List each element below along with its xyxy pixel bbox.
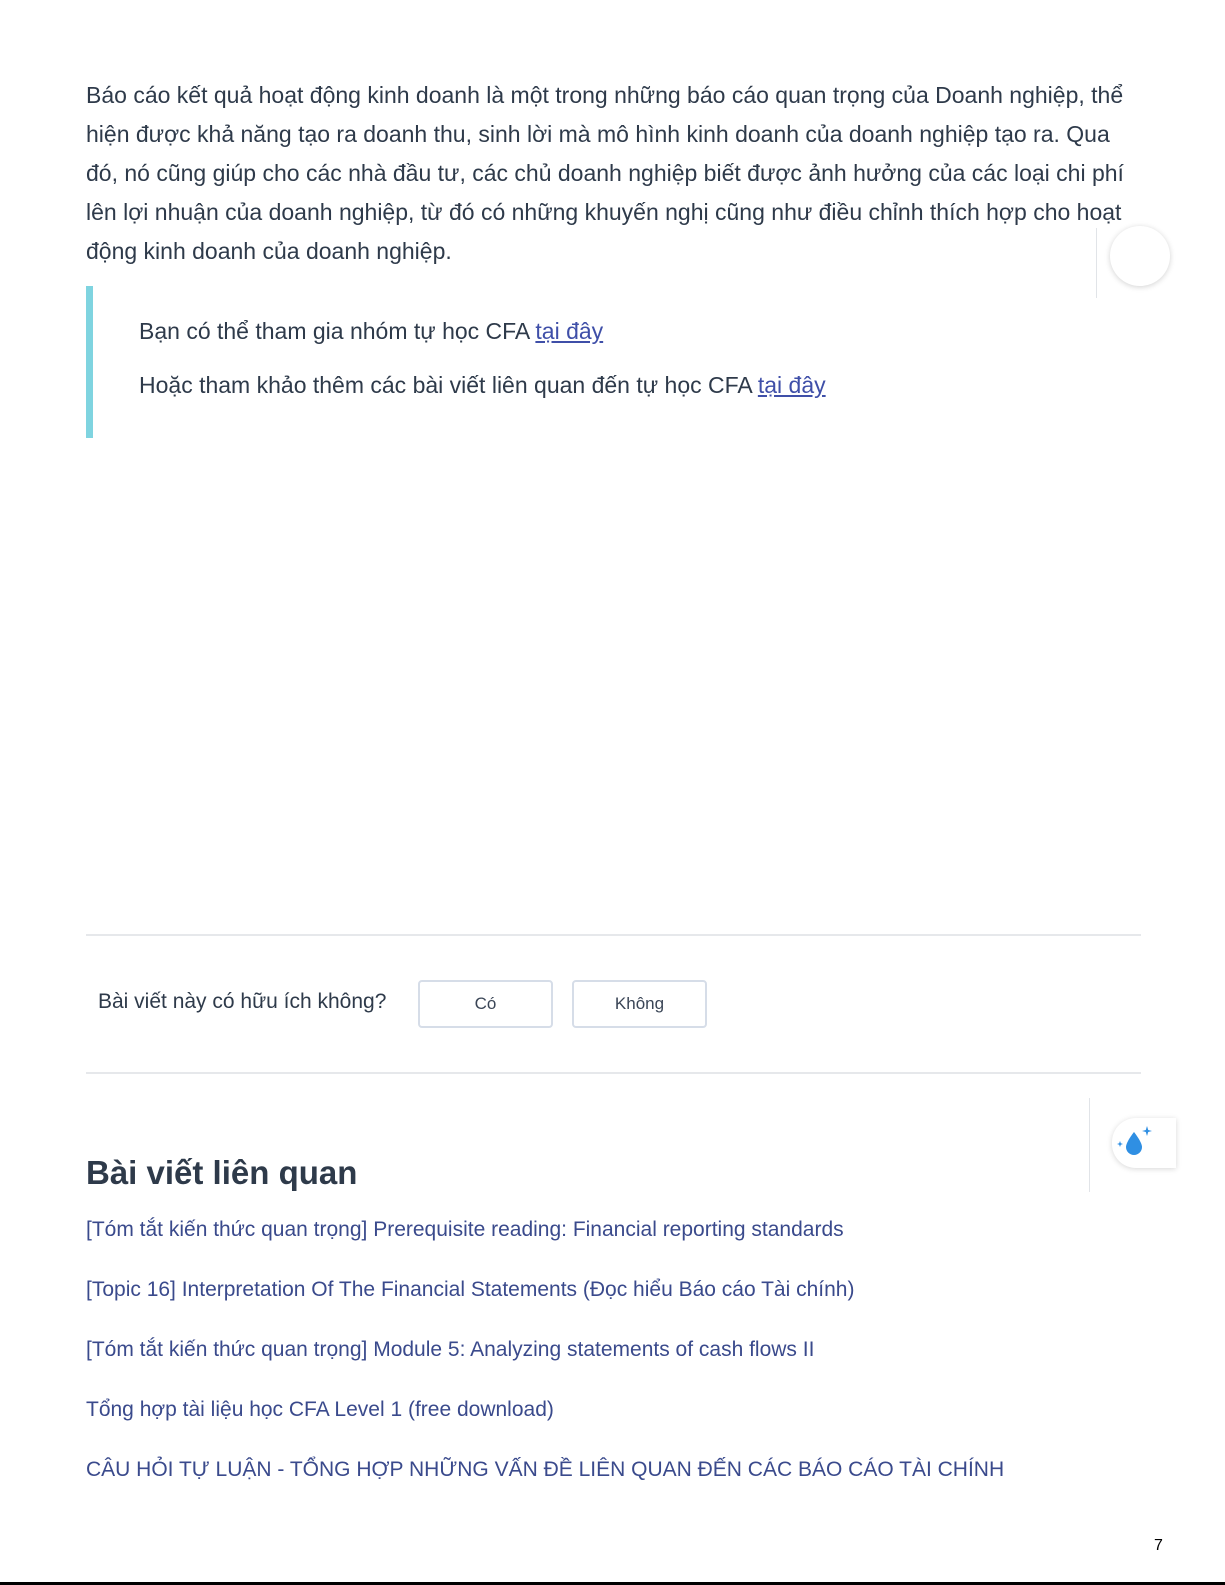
join-group-link[interactable]: tại đây — [535, 318, 604, 344]
floating-circle-button[interactable] — [1110, 226, 1170, 286]
related-articles-list — [86, 1218, 1004, 1518]
floating-divider-2 — [1089, 1098, 1090, 1192]
feedback-question: Bài viết này có hữu ích không? — [98, 990, 387, 1013]
feedback-no-button[interactable]: Không — [572, 980, 707, 1028]
callout-line-1 — [139, 318, 603, 345]
water-drop-sparkle-icon — [1114, 1122, 1160, 1164]
callout-line-2 — [139, 372, 826, 399]
related-article-link[interactable]: Tổng hợp tài liệu học CFA Level 1 (free download) — [86, 1398, 554, 1421]
assistant-button[interactable] — [1112, 1118, 1176, 1168]
related-articles-title: Bài viết liên quan — [86, 1154, 358, 1191]
related-article-link[interactable]: [Tóm tắt kiến thức quan trọng] Module 5: Analyzing statements of cash flows II — [86, 1338, 815, 1361]
related-article-link[interactable]: [Topic 16] Interpretation Of The Financial Statements (Đọc hiểu Báo cáo Tài chính) — [86, 1278, 855, 1301]
related-articles-link[interactable]: tại đây — [757, 372, 826, 398]
cfa-callout — [86, 286, 1126, 438]
intro-paragraph: Báo cáo kết quả hoạt động kinh doanh là một trong những báo cáo quan trọng của Doanh nghiệp, thể hiện được khả năng tạo ra doanh thu, sinh lời mà mô hình kinh doanh của doanh nghiệp tạo ra. Qua đó, nó cũng giúp cho các nhà đầu tư, các chủ doanh nghiệp biết được ảnh hưởng của các loại chi phí lên lợi nhuận của doanh nghiệp, từ đó có những khuyến nghị cũng như điều chỉnh thích hợp cho hoạt động kinh doanh của doanh nghiệp. — [86, 82, 1124, 264]
divider-bottom — [86, 1072, 1141, 1074]
callout-line-2-text: Hoặc tham khảo thêm các bài viết liên quan đến tự học CFA — [139, 372, 758, 398]
feedback-yes-button[interactable]: Có — [418, 980, 553, 1028]
related-article-link[interactable]: CÂU HỎI TỰ LUẬN - TỔNG HỢP NHỮNG VẤN ĐỀ LIÊN QUAN ĐẾN CÁC BÁO CÁO TÀI CHÍNH — [86, 1458, 1005, 1481]
related-article-link[interactable]: [Tóm tắt kiến thức quan trọng] Prerequisite reading: Financial reporting standards — [86, 1218, 844, 1241]
divider-top — [86, 934, 1141, 936]
page-number: 7 — [1154, 1537, 1163, 1554]
callout-line-1-text: Bạn có thể tham gia nhóm tự học CFA — [139, 318, 536, 344]
